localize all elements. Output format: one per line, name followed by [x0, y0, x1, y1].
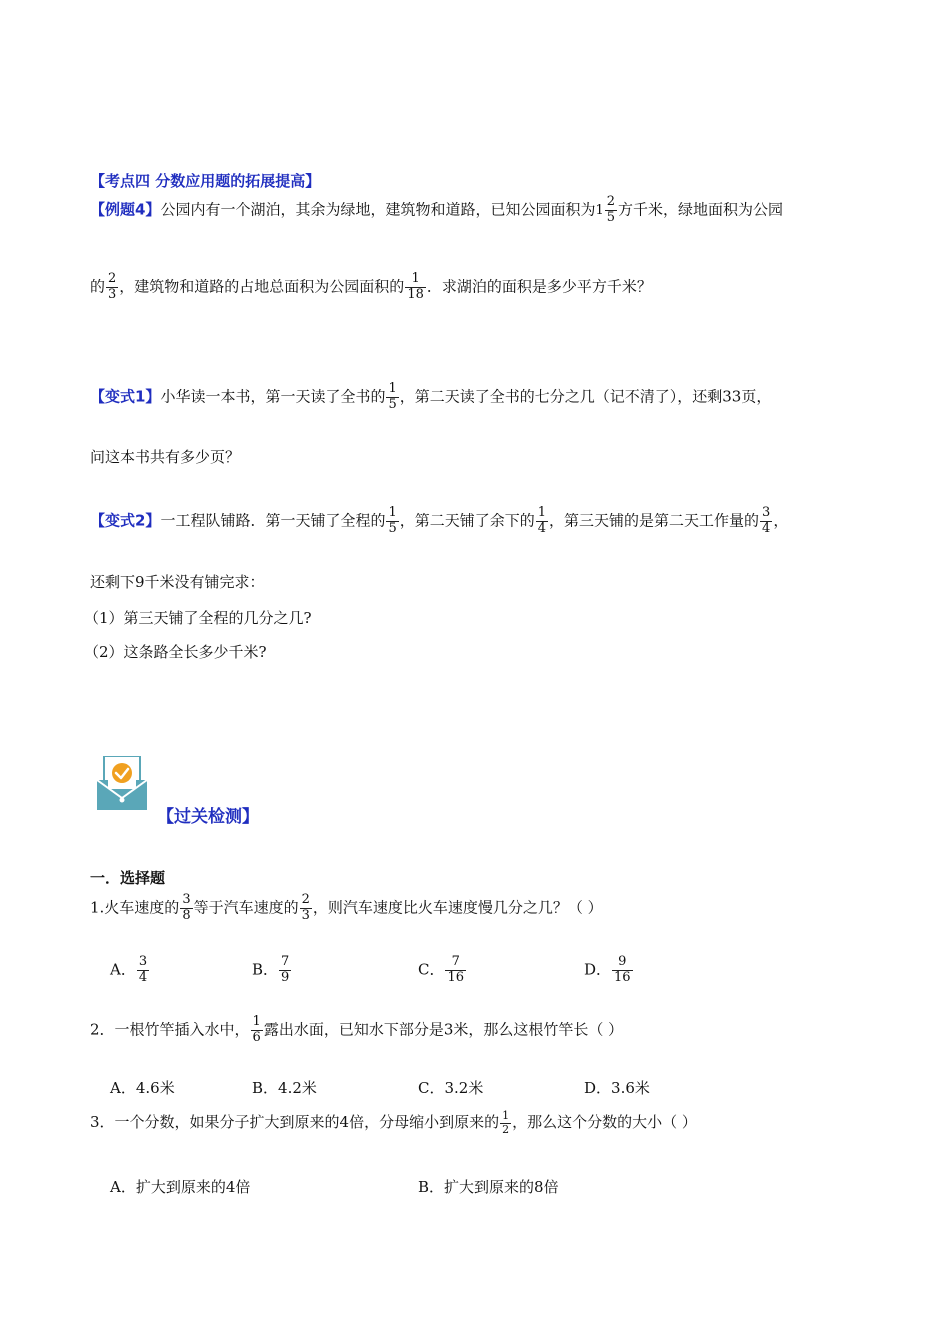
q1-fraction-1: $\frac{3}{8}$ [182, 892, 191, 923]
variant1-fraction-1: $\frac{1}{5}$ [388, 381, 397, 412]
variant1-text2: ，第二天读了全书的七分之几（记不清了），还剩33页， [399, 387, 772, 406]
q2-option-d: D．3.6米 [584, 1079, 650, 1097]
example4-text2: 方千米，绿地面积为公园 [618, 200, 784, 219]
q2-fraction-1: $\frac{1}{6}$ [252, 1014, 261, 1045]
variant2-line1 [90, 506, 788, 537]
q1-option-b-fraction: $\frac{7}{9}$ [281, 954, 290, 985]
variant2-fraction-3: $\frac{3}{4}$ [762, 505, 771, 536]
variant1-label: 【变式1】 [90, 387, 161, 406]
variant2-text1: 一工程队铺路．第一天铺了全程的 [160, 511, 386, 530]
certificate-check-icon [96, 756, 148, 816]
section-choice-title: 一．选择题 [90, 869, 166, 887]
q2-text2: 露出水面，已知水下部分是3米，那么这根竹竿长（ ） [263, 1020, 624, 1039]
variant2-fraction-2: $\frac{1}{4}$ [537, 505, 547, 536]
variant2-text4: ， [773, 511, 789, 530]
example4-mixed-whole: 1 [595, 202, 604, 218]
variant2-question-1: （1）第三天铺了全程的几分之几? [84, 609, 312, 627]
example4-fraction-2: $\frac{2}{3}$ [108, 271, 117, 302]
q3-text2: ，那么这个分数的大小（ ） [512, 1113, 697, 1132]
q3-fraction-1: $\frac{1}{2}$ [502, 1109, 510, 1136]
example4-text3: 的 [90, 277, 106, 296]
q2-text1: 2．一根竹竿插入水中， [90, 1020, 250, 1039]
q1-option-c-fraction: $\frac{7}{16}$ [447, 954, 465, 985]
q1-text1: 1.火车速度的 [90, 898, 180, 917]
variant2-text3: ，第三天铺的是第二天工作量的 [549, 511, 760, 530]
q2-stem [90, 1015, 623, 1046]
q2-option-b: B．4.2米 [252, 1079, 317, 1097]
example4-text4: ，建筑物和道路的占地总面积为公园面积的 [119, 277, 405, 296]
q3-option-a: A．扩大到原来的4倍 [110, 1178, 251, 1196]
q1-option-c: C． $\frac{7}{16}$ [418, 954, 465, 985]
checkpoint-title: 【过关检测】 [157, 807, 259, 827]
q3-stem [90, 1110, 697, 1136]
example4-label: 【例题4】 [90, 200, 161, 219]
variant2-question-2: （2）这条路全长多少千米? [84, 643, 267, 661]
example4-text5: ．求湖泊的面积是多少平方千米？ [426, 277, 652, 296]
q1-option-d-fraction: $\frac{9}{16}$ [614, 954, 631, 985]
q1-text2: 等于汽车速度的 [193, 898, 299, 917]
variant1-line2: 问这本书共有多少页？ [90, 448, 241, 466]
q1-option-a: A． $\frac{3}{4}$ [110, 954, 148, 985]
variant2-line2: 还剩下9千米没有铺完求： [90, 573, 265, 591]
example4-fraction-1: $\frac{2}{5}$ [606, 194, 616, 225]
example4-line2 [90, 272, 652, 303]
q3-option-b: B．扩大到原来的8倍 [418, 1178, 559, 1196]
variant2-fraction-1: $\frac{1}{5}$ [388, 505, 397, 536]
q1-text3: ，则汽车速度比火车速度慢几分之几？（ ） [312, 898, 603, 917]
variant1-line1 [90, 382, 771, 413]
q1-fraction-2: $\frac{2}{3}$ [301, 892, 310, 923]
example4-line1 [90, 195, 783, 226]
example4-text1: 公园内有一个湖泊，其余为绿地，建筑物和道路，已知公园面积为 [160, 200, 596, 219]
example4-fraction-3: $\frac{1}{18}$ [407, 271, 424, 302]
variant1-text1: 小华读一本书，第一天读了全书的 [160, 387, 386, 406]
variant2-text2: ，第二天铺了余下的 [399, 511, 535, 530]
q2-option-c: C．3.2米 [418, 1079, 484, 1097]
q2-option-a: A．4.6米 [110, 1079, 175, 1097]
q1-stem [90, 893, 603, 924]
q1-option-a-fraction: $\frac{3}{4}$ [138, 954, 148, 985]
q1-option-d: D． $\frac{9}{16}$ [584, 954, 631, 985]
q1-option-b: B． $\frac{7}{9}$ [252, 954, 290, 985]
kaodian-heading: 【考点四 分数应用题的拓展提高】 [90, 172, 321, 190]
variant2-label: 【变式2】 [90, 511, 161, 530]
q3-text1: 3．一个分数，如果分子扩大到原来的4倍，分母缩小到原来的 [90, 1113, 500, 1132]
